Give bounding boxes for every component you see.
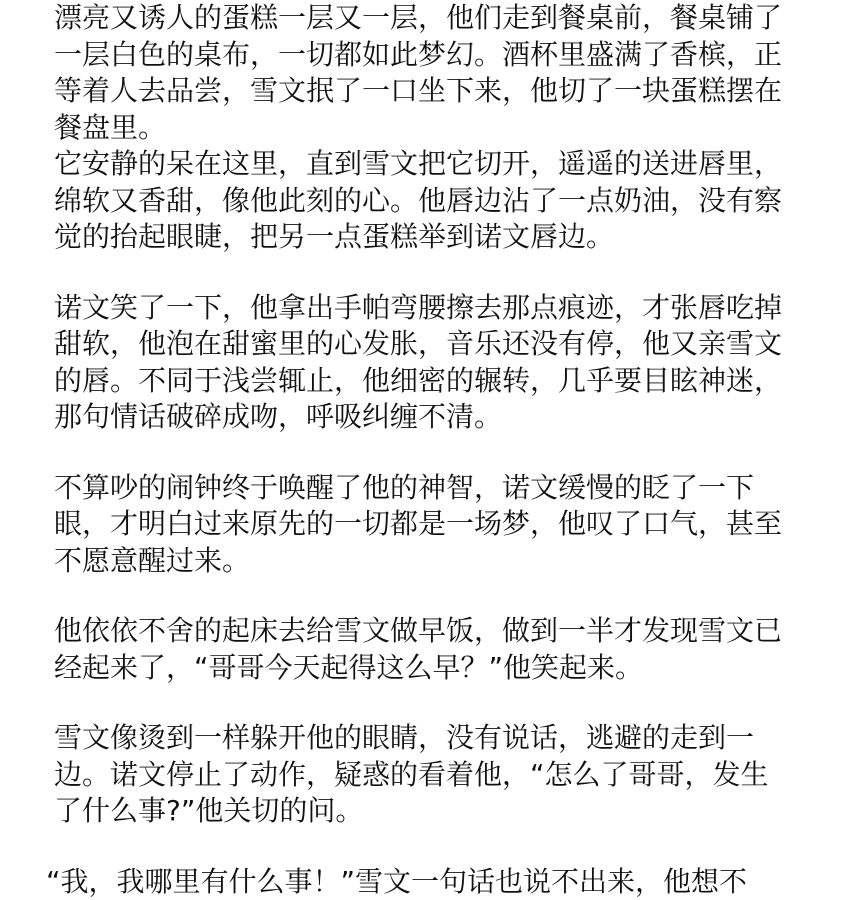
text-line: 眼，才明白过来原先的一切都是一场梦，他叹了口气，甚至 bbox=[54, 506, 844, 543]
text-line: 经起来了，“哥哥今天起得这么早？”他笑起来。 bbox=[54, 650, 844, 687]
paragraph bbox=[54, 470, 844, 580]
text-line: 诺文笑了一下，他拿出手帕弯腰擦去那点痕迹，才张唇吃掉 bbox=[54, 290, 844, 327]
text-line: 了什么事?”他关切的问。 bbox=[54, 793, 844, 830]
text-line: 那句情话破碎成吻，呼吸纠缠不清。 bbox=[54, 399, 844, 436]
paragraph bbox=[54, 290, 844, 436]
text-line: 不算吵的闹钟终于唤醒了他的神智，诺文缓慢的眨了一下 bbox=[54, 470, 844, 507]
text-line: 不愿意醒过来。 bbox=[54, 543, 844, 580]
text-line: 觉的抬起眼睫，把另一点蛋糕举到诺文唇边。 bbox=[54, 219, 844, 256]
text-line: 绵软又香甜，像他此刻的心。他唇边沾了一点奶油，没有察 bbox=[54, 183, 844, 220]
text-line: 漂亮又诱人的蛋糕一层又一层，他们走到餐桌前，餐桌铺了 bbox=[54, 0, 844, 37]
paragraph bbox=[54, 613, 844, 686]
paragraph-gap bbox=[54, 579, 844, 613]
text-line: “我，我哪里有什么事！”雪文一句话也说不出来，他想不 bbox=[46, 864, 844, 900]
text-line: 的唇。不同于浅尝辄止，他细密的辗转，几乎要目眩神迷， bbox=[54, 363, 844, 400]
paragraph bbox=[54, 0, 844, 256]
paragraph-gap bbox=[54, 830, 844, 864]
text-line: 一层白色的桌布，一切都如此梦幻。酒杯里盛满了香槟，正 bbox=[54, 37, 844, 74]
text-line: 甜软，他泡在甜蜜里的心发胀，音乐还没有停，他又亲雪文 bbox=[54, 326, 844, 363]
text-line: 边。诺文停止了动作，疑惑的看着他，“怎么了哥哥，发生 bbox=[54, 757, 844, 794]
paragraph-gap bbox=[54, 686, 844, 720]
paragraph-gap bbox=[54, 436, 844, 470]
text-line: 餐盘里。 bbox=[54, 110, 844, 147]
document-body bbox=[54, 0, 844, 900]
text-line: 等着人去品尝，雪文抿了一口坐下来，他切了一块蛋糕摆在 bbox=[54, 73, 844, 110]
paragraph-gap bbox=[54, 256, 844, 290]
paragraph bbox=[54, 864, 844, 900]
text-line: 他依依不舍的起床去给雪文做早饭，做到一半才发现雪文已 bbox=[54, 613, 844, 650]
text-line: 它安静的呆在这里，直到雪文把它切开，遥遥的送进唇里， bbox=[54, 146, 844, 183]
paragraph bbox=[54, 720, 844, 830]
text-line: 雪文像烫到一样躲开他的眼睛，没有说话，逃避的走到一 bbox=[54, 720, 844, 757]
